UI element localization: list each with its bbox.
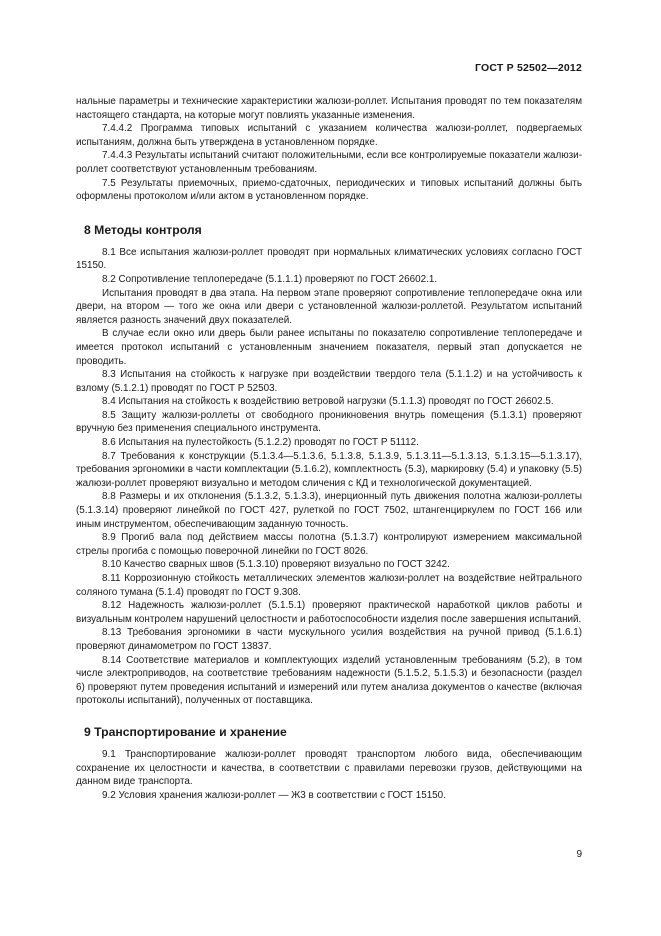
paragraph: 7.4.4.2 Программа типовых испытаний с указанием количества жалюзи-роллет, подвергаемых испытаниям, должна быть утверждена в установленном порядке. — [76, 123, 582, 148]
section-heading-8: 8 Методы контроля — [84, 222, 202, 237]
paragraph: 9.1 Транспортирование жалюзи-роллет проводят транспортом любого вида, обеспечивающим сохранение их целостности и качества, в соответствии с правилами перевозки грузов, действующими на данном виде транспорта. — [76, 748, 582, 788]
paragraph: Испытания проводят в два этапа. На первом этапе проверяют сопротивление теплопередаче окна или двери, на втором — того же окна или двери с установленной жалюзи-роллетой. Результатом испытаний является разность значений двух показателей. — [76, 287, 582, 326]
page-number: 9 — [576, 849, 582, 860]
paragraph: 8.4 Испытания на стойкость к воздействию ветровой нагрузки (5.1.1.3) проводят по ГОСТ 26602.5. — [102, 396, 554, 408]
paragraph: 7.5 Результаты приемочных, приемо-сдаточных, периодических и типовых испытаний должны быть оформлены протоколом и/или актом в установленном порядке. — [76, 177, 582, 203]
paragraph: 8.14 Соответствие материалов и комплектующих изделий установленным требованиям (5.2), в том числе электроприводов, на соответствие требованиям надежности (5.1.5.2, 5.1.5.3) и безопасности (раздел 6) проверяют путем проведения испытаний и измерений или путем анализа документов о качестве (включая протоколы испытаний), полученных от поставщика. — [76, 654, 582, 707]
paragraph: 8.12 Надежность жалюзи-роллет (5.1.5.1) проверяют практической наработкой циклов работы и визуальным контролем нарушений целостности и работоспособности изделия после завершения испытаний. — [76, 600, 582, 625]
section-heading-9: 9 Транспортирование и хранение — [84, 724, 287, 739]
page-content — [76, 95, 582, 802]
document-code-header: ГОСТ Р 52502—2012 — [474, 62, 582, 74]
paragraph: 7.4.4.3 Результаты испытаний считают положительными, если все контролируемые показатели жалюзи-роллет соответствуют установленным требованиям. — [76, 150, 582, 175]
paragraph: 8.7 Требования к конструкции (5.1.3.4—5.1.3.6, 5.1.3.8, 5.1.3.9, 5.1.3.11—5.1.3.13, 5.1.3.15—5.1.3.17), требования эргономики в части комплектации (5.1.6.2), комплектность (5.3), маркировку (5.4) и упаковку (5.5) жалюзи-роллет проверяют визуально и методом сличения с КД и технологической документацией. — [76, 450, 582, 489]
paragraph: 8.2 Сопротивление теплопередаче (5.1.1.1) проверяют по ГОСТ 26602.1. — [102, 273, 438, 285]
paragraph: нальные параметры и технические характеристики жалюзи-роллет. Испытания проводят по тем показателям настоящего стандарта, на которые могут повлиять указанные изменения. — [76, 96, 582, 121]
paragraph: 9.2 Условия хранения жалюзи-роллет — Ж3 в соответствии с ГОСТ 15150. — [102, 789, 446, 801]
paragraph: 8.8 Размеры и их отклонения (5.1.3.2, 5.1.3.3), инерционный путь движения полотна жалюзи-роллеты (5.1.3.14) проверяют линейкой по ГОСТ 427, рулеткой по ГОСТ 7502, штангенциркулем по ГОСТ 166 или иным инструментом, обеспечивающим заданную точность. — [76, 491, 582, 530]
paragraph: 8.13 Требования эргономики в части мускульного усилия воздействия на ручной привод (5.1.6.1) проверяют динамометром по ГОСТ 13837. — [76, 627, 582, 652]
paragraph: 8.3 Испытания на стойкость к нагрузке при воздействии твердого тела (5.1.1.2) и на устойчивость к взлому (5.1.2.1) проводят по ГОСТ Р 52503. — [76, 369, 582, 394]
paragraph: 8.1 Все испытания жалюзи-роллет проводят при нормальных климатических условиях согласно ГОСТ 15150. — [76, 246, 582, 272]
paragraph: 8.10 Качество сварных швов (5.1.3.10) проверяют визуально по ГОСТ 3242. — [102, 559, 450, 571]
paragraph: В случае если окно или дверь были ранее испытаны по показателю сопротивление теплопередаче и имеется протокол испытаний с установленным значением показателя, первый этап допускается не проводить. — [76, 328, 582, 367]
paragraph: 8.9 Прогиб вала под действием массы полотна (5.1.3.7) контролируют измерением максимальной стрелы прогиба с помощью поверочной линейки по ГОСТ 8026. — [76, 532, 582, 557]
paragraph: 8.11 Коррозионную стойкость металлических элементов жалюзи-роллет на воздействие нейтрального соляного тумана (5.1.4) проводят по ГОСТ 9.308. — [76, 573, 582, 598]
paragraph: 8.6 Испытания на пулестойкость (5.1.2.2) проводят по ГОСТ Р 51112. — [102, 437, 419, 449]
paragraph: 8.5 Защиту жалюзи-роллеты от свободного проникновения внутрь помещения (5.1.3.1) проверяют вручную без применения специального инструмента. — [76, 409, 582, 435]
